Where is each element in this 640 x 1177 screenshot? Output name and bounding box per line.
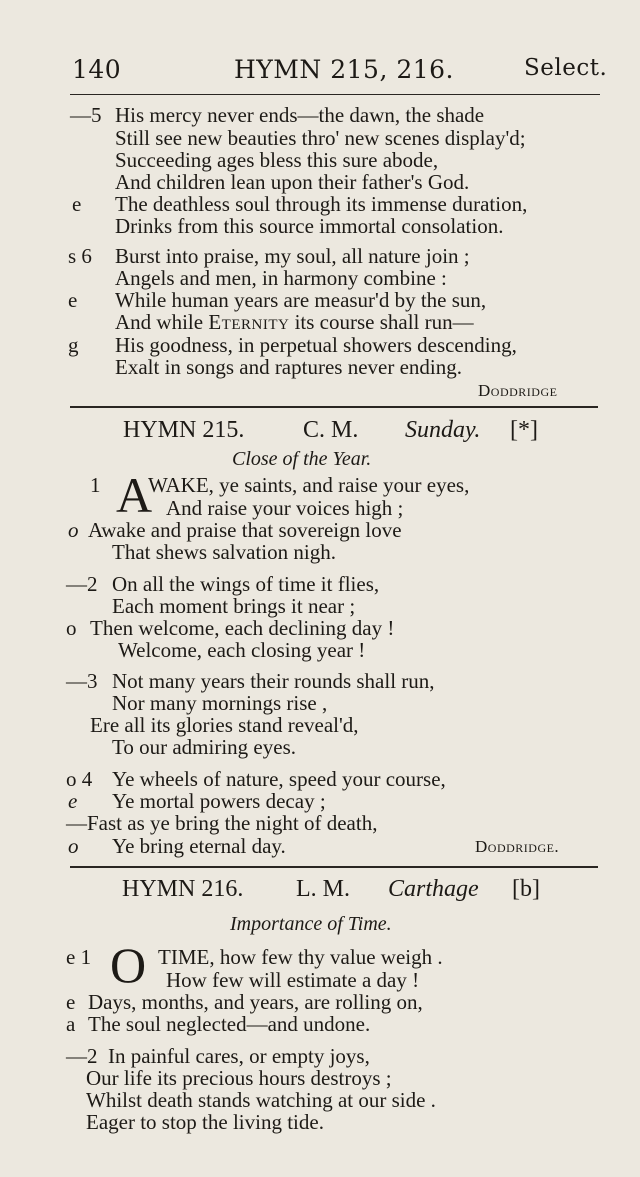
hymn-mark: [b] <box>512 876 540 902</box>
verse-line: Each moment brings it near ; <box>112 594 356 618</box>
running-title: HYMN 215, 216. <box>234 55 455 84</box>
section-rule <box>70 866 598 868</box>
verse-mark: e 1 <box>66 945 92 969</box>
verse-line: Whilst death stands watching at our side . <box>86 1088 436 1112</box>
verse-mark: e <box>68 789 78 813</box>
verse-line: The deathless soul through its immense duration, <box>115 192 528 216</box>
hymn-tune: Carthage <box>388 876 479 902</box>
eternity-small-caps: Eternity <box>208 310 290 334</box>
hymn-subtitle: Importance of Time. <box>230 913 392 935</box>
verse-line: Ye mortal powers decay ; <box>112 789 326 813</box>
verse-line: Awake and praise that sovereign love <box>88 518 402 542</box>
verse-line: WAKE, ye saints, and raise your eyes, <box>148 473 470 497</box>
stanza-number: 1 <box>90 473 101 497</box>
verse-mark: o <box>68 518 79 542</box>
verse-line: His goodness, in perpetual showers descending, <box>115 333 517 357</box>
verse-line: The soul neglected—and undone. <box>88 1012 371 1036</box>
verse-line: —Fast as ye bring the night of death, <box>66 811 378 835</box>
verse-line: Ye wheels of nature, speed your course, <box>112 767 446 791</box>
verse-line: Drinks from this source immortal consolation. <box>115 214 504 238</box>
verse-mark: a <box>66 1012 76 1036</box>
drop-cap: O <box>110 937 147 993</box>
verse-mark: o <box>66 616 77 640</box>
verse-line: Welcome, each closing year ! <box>118 638 366 662</box>
verse-line: Eager to stop the living tide. <box>86 1110 324 1134</box>
hymn-meter: C. M. <box>303 417 359 443</box>
page-number: 140 <box>72 55 122 84</box>
verse-line: Burst into praise, my soul, all nature join ; <box>115 244 470 268</box>
verse-mark: —2 <box>66 1044 98 1068</box>
header-rule <box>70 94 600 95</box>
author-attribution: Doddridge. <box>475 837 560 856</box>
verse-mark: —3 <box>66 669 98 693</box>
verse-mark: e <box>68 288 78 312</box>
hymn-meter: L. M. <box>296 876 350 902</box>
hymn-number: HYMN 216. <box>122 876 244 902</box>
verse-line: Ye bring eternal day. <box>112 834 286 858</box>
verse-line: While human years are measur'd by the sun, <box>115 288 487 312</box>
verse-line: How few will estimate a day ! <box>166 968 420 992</box>
verse-line: And children lean upon their father's God. <box>115 170 470 194</box>
verse-line: Days, months, and years, are rolling on, <box>88 990 423 1014</box>
verse-line: And raise your voices high ; <box>166 496 404 520</box>
verse-line: And while Eternity its course shall run— <box>115 310 474 334</box>
hymn-tune: Sunday. <box>405 417 481 443</box>
verse-line: Ere all its glories stand reveal'd, <box>90 713 359 737</box>
author-attribution: Doddridge <box>478 381 558 400</box>
drop-cap: A <box>116 467 153 523</box>
section-rule <box>70 406 598 408</box>
verse-line: Exalt in songs and raptures never ending. <box>115 355 462 379</box>
verse-mark: e <box>66 990 76 1014</box>
verse-mark: e <box>72 192 82 216</box>
verse-line: That shews salvation nigh. <box>112 540 336 564</box>
verse-mark: —5 <box>70 103 102 127</box>
hymn-mark: [*] <box>510 417 538 443</box>
verse-mark: o 4 <box>66 767 93 791</box>
verse-line: On all the wings of time it flies, <box>112 572 380 596</box>
verse-line: Nor many mornings rise , <box>112 691 328 715</box>
verse-line: Succeeding ages bless this sure abode, <box>115 148 439 172</box>
verse-line: To our admiring eyes. <box>112 735 296 759</box>
section-label: Select. <box>524 55 608 81</box>
verse-line: In painful cares, or empty joys, <box>108 1044 370 1068</box>
verse-mark: s 6 <box>68 244 92 268</box>
verse-line: Our life its precious hours destroys ; <box>86 1066 392 1090</box>
verse-mark: g <box>68 333 79 357</box>
verse-mark: —2 <box>66 572 98 596</box>
verse-line: Angels and men, in harmony combine : <box>115 266 447 290</box>
verse-mark: o <box>68 834 79 858</box>
hymn-number: HYMN 215. <box>123 417 245 443</box>
verse-line: Then welcome, each declining day ! <box>90 616 395 640</box>
verse-line: Still see new beauties thro' new scenes display'd; <box>115 126 526 150</box>
verse-line: Not many years their rounds shall run, <box>112 669 435 693</box>
hymn-subtitle: Close of the Year. <box>232 448 372 470</box>
verse-line: His mercy never ends—the dawn, the shade <box>115 103 485 127</box>
verse-line: TIME, how few thy value weigh . <box>158 945 443 969</box>
